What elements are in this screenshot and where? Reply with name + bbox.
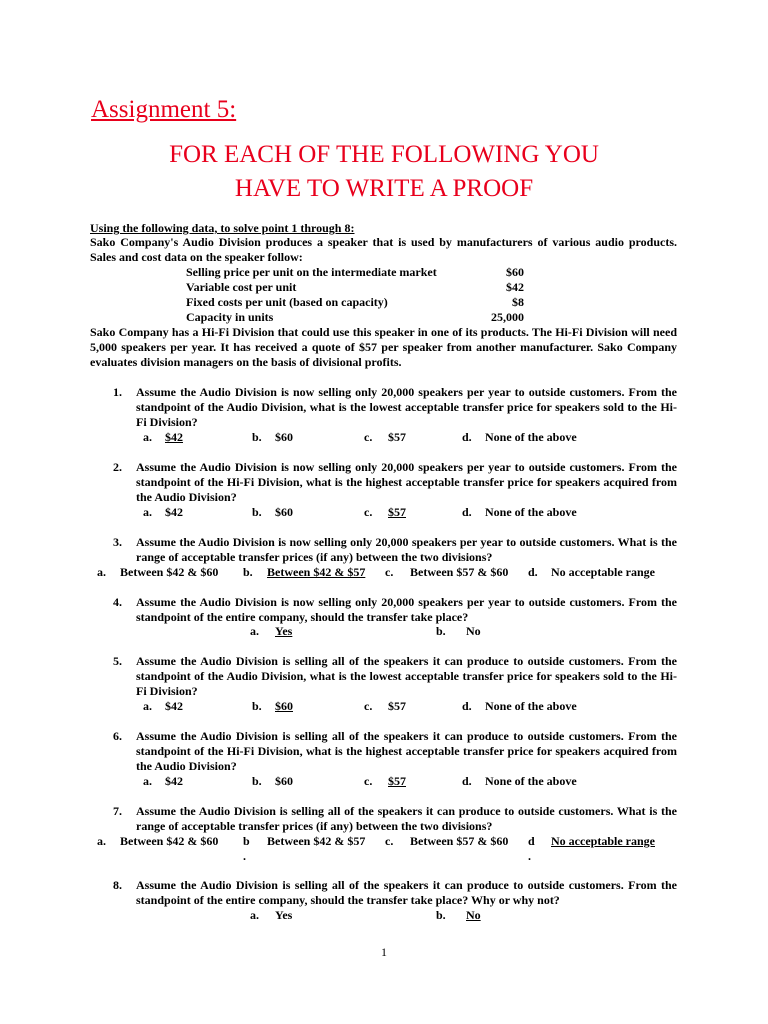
option-letter: d. [462, 774, 472, 788]
option-value: Between $42 & $60 [120, 834, 219, 848]
option-letter: b. [436, 624, 446, 638]
option-value: Yes [275, 908, 293, 922]
option-letter: b. [243, 565, 253, 579]
option-value: $57 [388, 774, 406, 788]
option-letter: c. [364, 430, 373, 444]
question-text: Assume the Audio Division is selling all of the speakers it can produce to outside customers. What is the range of acceptable transfer prices (if any) between the two divisions? [136, 804, 677, 833]
option-letter: a. [250, 908, 259, 922]
option-letter: a. [143, 699, 152, 713]
option-value: Between $57 & $60 [410, 565, 509, 579]
cost-label: Capacity in units [186, 310, 274, 324]
option-letter: b. [252, 774, 262, 788]
question-number: 1. [113, 385, 122, 399]
cost-label: Variable cost per unit [186, 280, 297, 294]
question-text: Assume the Audio Division is selling all of the speakers it can produce to outside customers. From the standpoint of the Audio Division, what is the lowest acceptable transfer price for speakers sold to the Hi-Fi Division? [136, 654, 677, 698]
question-text: Assume the Audio Division is selling all of the speakers it can produce to outside customers. From the standpoint of the Hi-Fi Division, what is the highest acceptable transfer price for speakers acquired from the Audio Division? [136, 729, 677, 773]
cost-value: $8 [512, 295, 524, 309]
question-number: 7. [113, 804, 122, 818]
option-value: No [466, 908, 481, 922]
option-value: $42 [165, 505, 183, 519]
question-text: Assume the Audio Division is now selling only 20,000 speakers per year to outside customers. From the standpoint of the Hi-Fi Division, what is the highest acceptable transfer price for speakers acquired from the Audio Division? [136, 460, 677, 504]
cost-label: Fixed costs per unit (based on capacity) [186, 295, 388, 309]
option-value: Between $42 & $57 [267, 565, 366, 579]
option-value: Between $42 & $60 [120, 565, 219, 579]
stray-dot: . [528, 849, 531, 863]
cost-label: Selling price per unit on the intermediate market [186, 265, 437, 279]
option-letter: c. [364, 774, 373, 788]
option-value: $42 [165, 430, 183, 444]
option-letter: b [243, 834, 250, 848]
option-letter: d. [528, 565, 538, 579]
intro-label: Using the following data, to solve point 1 through 8: [90, 221, 355, 235]
option-letter: b. [436, 908, 446, 922]
option-letter: a. [143, 505, 152, 519]
question-number: 6. [113, 729, 122, 743]
option-letter: b. [252, 505, 262, 519]
option-letter: b. [252, 430, 262, 444]
question-number: 2. [113, 460, 122, 474]
intro-text: Sako Company's Audio Division produces a speaker that is used by manufacturers of various audio products. Sales and cost data on the speaker follow: [90, 235, 677, 264]
option-letter: a. [97, 834, 106, 848]
question-text: Assume the Audio Division is now selling only 20,000 speakers per year to outside customers. What is the range of acceptable transfer prices (if any) between the two divisions? [136, 535, 677, 564]
option-letter: a. [250, 624, 259, 638]
option-value: None of the above [485, 430, 577, 444]
option-letter: d. [462, 505, 472, 519]
question-number: 3. [113, 535, 122, 549]
option-value: Yes [275, 624, 293, 638]
title-line-1: FOR EACH OF THE FOLLOWING YOU [169, 141, 599, 168]
page-number: 1 [381, 945, 387, 959]
option-letter: c. [385, 834, 394, 848]
option-letter: d. [462, 699, 472, 713]
option-letter: a. [97, 565, 106, 579]
option-value: $60 [275, 505, 293, 519]
option-value: $60 [275, 699, 293, 713]
cost-value: 25,000 [491, 310, 524, 324]
option-value: None of the above [485, 505, 577, 519]
option-value: $60 [275, 430, 293, 444]
option-letter: c. [364, 505, 373, 519]
option-value: $42 [165, 774, 183, 788]
option-value: No acceptable range [551, 834, 655, 848]
option-letter: c. [385, 565, 394, 579]
option-value: $42 [165, 699, 183, 713]
option-value: $57 [388, 699, 406, 713]
option-letter: a. [143, 774, 152, 788]
assignment-heading: Assignment 5: [91, 96, 237, 123]
option-value: None of the above [485, 699, 577, 713]
option-letter: a. [143, 430, 152, 444]
option-letter: b. [252, 699, 262, 713]
option-value: $57 [388, 430, 406, 444]
question-text: Assume the Audio Division is selling all of the speakers it can produce to outside customers. From the standpoint of the entire company, should the transfer take place? Why or why not? [136, 878, 677, 907]
option-value: Between $57 & $60 [410, 834, 509, 848]
cost-value: $42 [506, 280, 524, 294]
option-letter: c. [364, 699, 373, 713]
question-number: 8. [113, 878, 122, 892]
title-line-2: HAVE TO WRITE A PROOF [234, 175, 534, 202]
option-value: No [466, 624, 481, 638]
question-number: 5. [113, 654, 122, 668]
option-letter: d. [462, 430, 472, 444]
option-value: No acceptable range [551, 565, 655, 579]
option-value: Between $42 & $57 [267, 834, 366, 848]
option-letter: d [528, 834, 535, 848]
question-text: Assume the Audio Division is now selling only 20,000 speakers per year to outside customers. From the standpoint of the entire company, should the transfer take place? [136, 595, 677, 624]
context-text: Sako Company has a Hi-Fi Division that could use this speaker in one of its products. The Hi-Fi Division will need 5,000 speakers per year. It has received a quote of $57 per speaker from another manufacturer. Sako Company evaluates division managers on the basis of divisional profits. [90, 325, 677, 369]
question-number: 4. [113, 595, 122, 609]
option-value: None of the above [485, 774, 577, 788]
cost-value: $60 [506, 265, 524, 279]
question-text: Assume the Audio Division is now selling only 20,000 speakers per year to outside customers. From the standpoint of the Audio Division, what is the lowest acceptable transfer price for speakers sold to the Hi-Fi Division? [136, 385, 677, 429]
option-value: $60 [275, 774, 293, 788]
stray-dot: . [243, 849, 246, 863]
option-value: $57 [388, 505, 406, 519]
